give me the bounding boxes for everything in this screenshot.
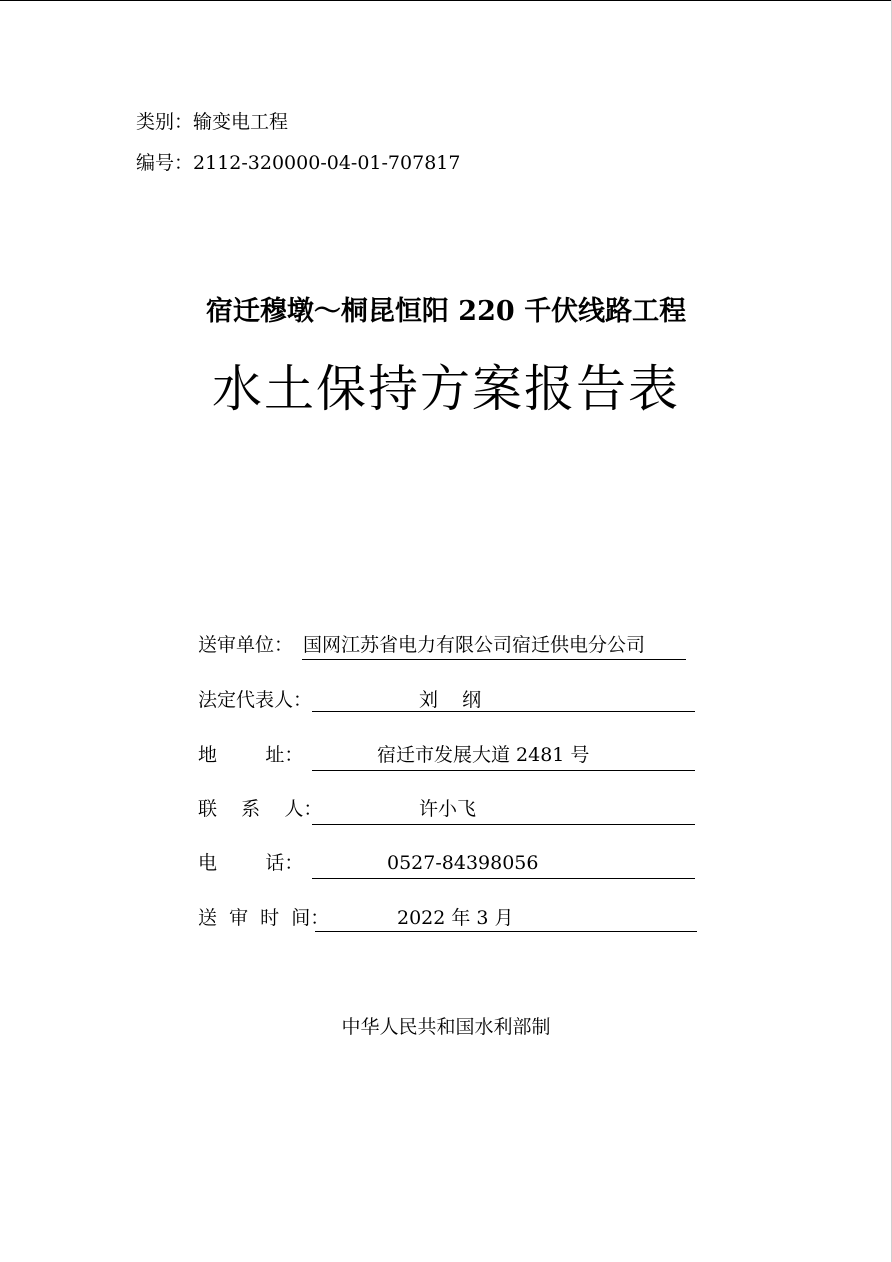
phone-underline (312, 878, 695, 879)
phone-label: 电 话： (198, 852, 304, 874)
address-underline (312, 770, 695, 771)
category-value: 输变电工程 (193, 111, 289, 133)
category-line (136, 110, 288, 134)
contact-value: 许小飞 (419, 798, 477, 820)
submitting-unit-label: 送审单位： (198, 634, 294, 656)
date-underline (315, 931, 697, 932)
contact-label: 联 系 人： (198, 798, 323, 820)
phone-value: 0527-84398056 (387, 852, 539, 874)
submitting-unit-underline (302, 659, 686, 660)
legal-rep-value: 刘 纲 (419, 689, 482, 711)
contact-underline (312, 824, 695, 825)
legal-rep-label: 法定代表人： (198, 689, 313, 711)
number-value: 2112-320000-04-01-707817 (193, 152, 461, 174)
number-label: 编号： (136, 152, 194, 174)
project-title: 宿迁穆墩～桐昆恒阳 220 千伏线路工程 (205, 296, 687, 327)
publisher-line: 中华人民共和国水利部制 (341, 1016, 551, 1038)
address-label: 地 址： (198, 744, 304, 766)
number-line (136, 151, 460, 175)
document-title: 水土保持方案报告表 (212, 360, 680, 418)
date-label: 送 审 时 间： (198, 907, 330, 929)
legal-rep-underline (312, 711, 695, 712)
date-value: 2022 年 3 月 (397, 907, 514, 929)
category-label: 类别： (136, 111, 194, 133)
submitting-unit-value: 国网江苏省电力有限公司宿迁供电分公司 (303, 634, 646, 656)
top-border (0, 0, 892, 1)
address-value: 宿迁市发展大道 2481 号 (377, 744, 590, 766)
